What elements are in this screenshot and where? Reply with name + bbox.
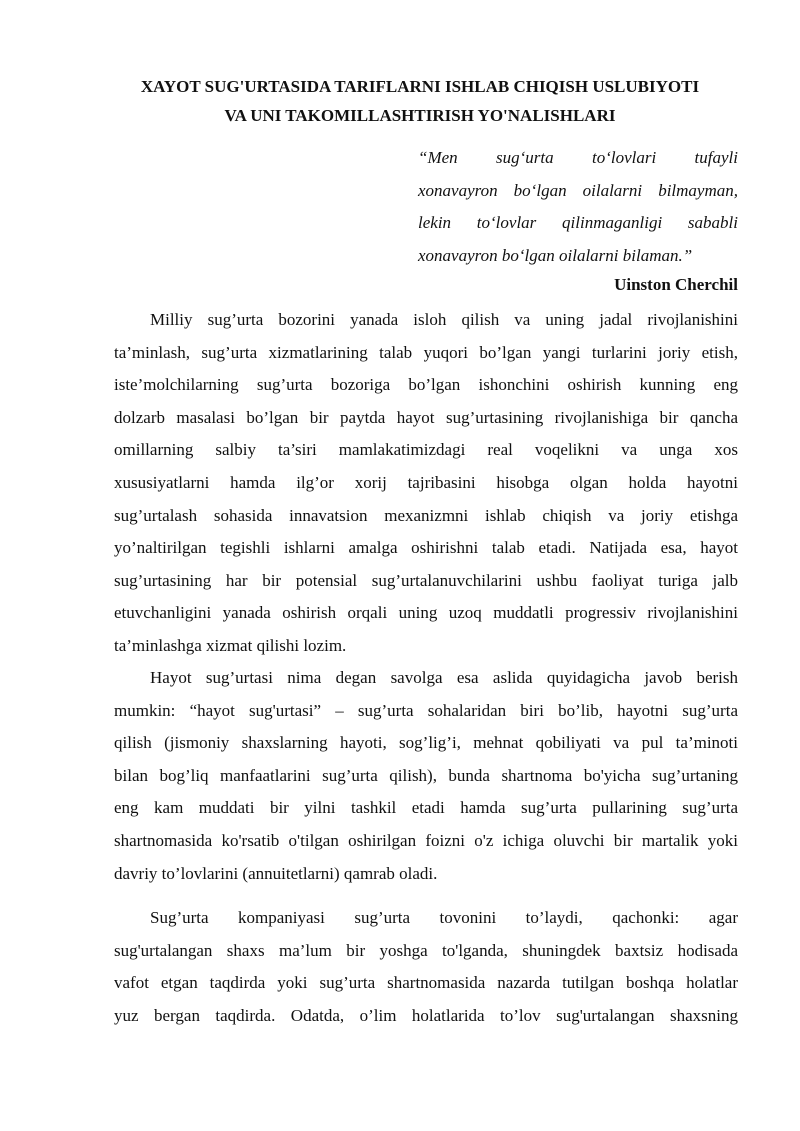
- text-line: yo’naltirilgan tegishli ishlarni amalga oshirishni talab etadi. Natijada esa, hayot: [114, 538, 738, 558]
- text-line: Sug’urta kompaniyasi sug’urta tovonini to’laydi, qachonki: agar: [150, 908, 738, 927]
- text-line: Hayot sug’urtasi nima degan savolga esa aslida quyidagicha javob berish: [150, 668, 738, 687]
- text-line: yuz bergan taqdirda. Odatda, o’lim holatlarida to’lov sug'urtalangan shaxsning: [114, 1005, 738, 1025]
- text-line: dolzarb masalasi bo’lgan bir paytda hayot sug’urtasining rivojlanishiga bir qancha: [114, 407, 738, 427]
- epigraph-line: xonavayron bo‘lgan oilalarni bilaman.”: [418, 245, 693, 265]
- text-line: sug’urtasining har bir potensial sug’urtalanuvchilarini ushbu faoliyat turiga jalb: [114, 570, 738, 590]
- text-line: xususiyatlarni hamda ilg’or xorij tajribasini hisobga olgan holda hayotni: [114, 472, 738, 492]
- epigraph-line: xonavayron bo‘lgan oilalarni bilmayman,: [418, 180, 738, 200]
- paragraph-3: [114, 902, 738, 1032]
- text-line: shartnomasida ko'rsatib o'tilgan oshirilgan foizni o'z ichiga oluvchi bir martalik yoki: [114, 830, 738, 850]
- text-line: sug’urtalash sohasida innavatsion mexanizmni ishlab chiqish va joriy etishga: [114, 505, 738, 525]
- paragraph-1: [114, 304, 738, 663]
- text-line: iste’molchilarning sug’urta bozoriga bo’lgan ishonchini oshirish kunning eng: [114, 375, 738, 395]
- title-line-1: XAYOT SUG'URTASIDA TARIFLARNI ISHLAB CHIQISH USLUBIYOTI: [140, 77, 700, 96]
- text-line: ta’minlash, sug’urta xizmatlarining talab yuqori bo’lgan yangi turlarini joriy etish,: [114, 342, 738, 362]
- epigraph-line: lekin to‘lovlar qilinmaganligi sababli: [418, 213, 738, 232]
- title-line-2: VA UNI TAKOMILLASHTIRISH YO'NALISHLARI: [224, 106, 616, 125]
- epigraph-line: “Men sug‘urta to‘lovlari tufayli: [418, 148, 738, 167]
- text-line: Milliy sug’urta bozorini yanada isloh qilish va uning jadal rivojlanishini: [150, 310, 738, 329]
- epigraph-author: Uinston Cherchil: [614, 275, 738, 294]
- text-line: qilish (jismoniy shaxslarning hayoti, sog’lig’i, mehnat qobiliyati va pul ta’minoti: [114, 733, 738, 753]
- text-line: omillarning salbiy ta’siri mamlakatimizdagi real voqelikni va unga xos: [114, 440, 738, 460]
- text-line: sug'urtalangan shaxs ma’lum bir yoshga to'lganda, shuningdek baxtsiz hodisada: [114, 940, 738, 960]
- epigraph-quote: [418, 142, 738, 272]
- text-line: eng kam muddati bir yilni tashkil etadi hamda sug’urta pullarining sug’urta: [114, 798, 738, 818]
- text-line: davriy to’lovlarini (annuitetlarni) qamrab oladi.: [114, 863, 438, 883]
- text-line: bilan bog’liq manfaatlarini sug’urta qilish), bunda shartnoma bo'yicha sug’urtaning: [114, 765, 738, 785]
- text-line: etuvchanligini yanada oshirish orqali uning uzoq muddatli progressiv rivojlanishini: [114, 603, 738, 623]
- text-line: mumkin: “hayot sug'urtasi” – sug’urta sohalaridan biri bo’lib, hayotni sug’urta: [114, 700, 738, 720]
- document-title: [100, 72, 740, 130]
- paragraph-2: [114, 662, 738, 890]
- text-line: vafot etgan taqdirda yoki sug’urta shartnomasida nazarda tutilgan boshqa holatlar: [114, 973, 738, 993]
- text-line: ta’minlashga xizmat qilishi lozim.: [114, 635, 347, 655]
